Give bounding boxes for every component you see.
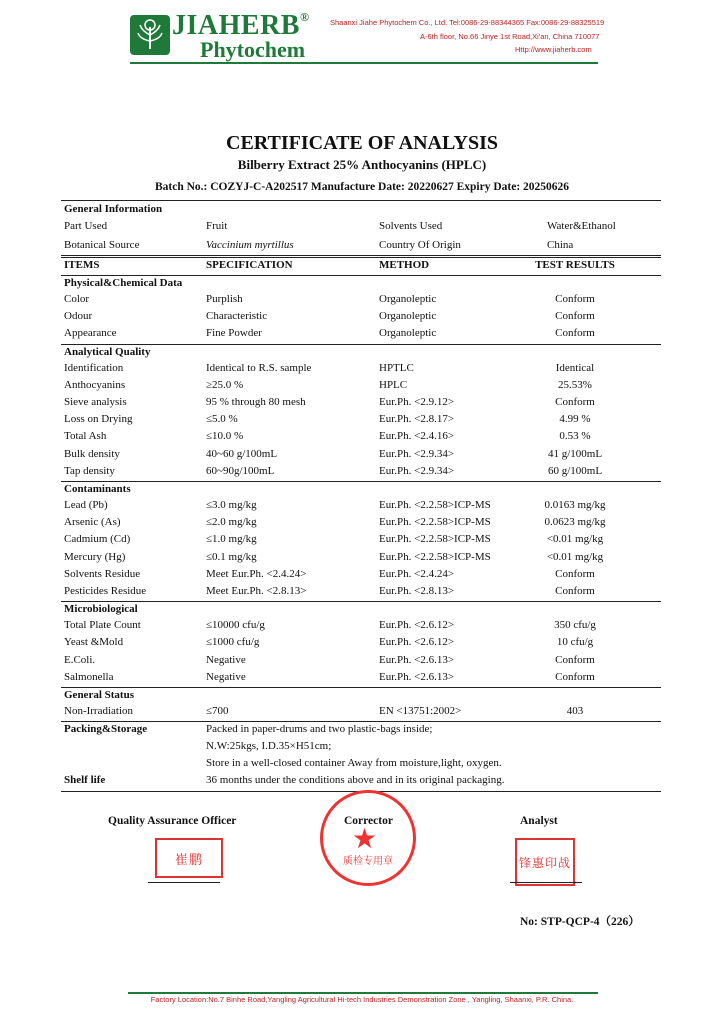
table-row xyxy=(61,327,661,344)
section-row xyxy=(61,483,661,500)
spec-cell: ≥25.0 % xyxy=(206,378,244,391)
spec-cell: ≤10.0 % xyxy=(206,430,244,443)
spec-cell: ≤3.0 mg/kg xyxy=(206,499,257,511)
item-cell: Tap density xyxy=(64,464,115,477)
item-cell: Appearance xyxy=(64,327,117,340)
spec-cell: Characteristic xyxy=(206,310,268,323)
table-row xyxy=(61,705,661,722)
spec-cell: Identical to R.S. sample xyxy=(206,361,312,374)
brand-subtitle: Phytochem xyxy=(200,37,306,62)
result-cell: 0.0163 mg/kg xyxy=(544,499,606,511)
packing-row xyxy=(61,723,661,740)
method-cell: Eur.Ph. <2.4.16> xyxy=(379,430,455,443)
result-cell: 0.0623 mg/kg xyxy=(544,516,606,529)
table-row xyxy=(61,533,661,550)
table-row xyxy=(61,568,661,585)
section-row xyxy=(61,203,661,220)
analyst-signature-line xyxy=(510,882,582,883)
herb-plant-icon xyxy=(130,15,170,55)
result-cell: Identical xyxy=(555,361,595,374)
contact-line-3: Http://www.jiaherb.com xyxy=(515,45,592,54)
item-cell: Cadmium (Cd) xyxy=(64,533,131,546)
item-cell: Pesticides Residue xyxy=(64,585,147,597)
qa-signature-line xyxy=(148,882,220,883)
method-cell: Eur.Ph. <2.6.12> xyxy=(379,619,455,632)
section-heading: General Status xyxy=(64,689,134,701)
item-cell: Total Plate Count xyxy=(64,619,141,632)
item-cell: Non-Irradiation xyxy=(64,705,134,717)
section-heading: General Information xyxy=(64,203,163,215)
table-rule xyxy=(61,200,661,201)
section-heading: Analytical Quality xyxy=(64,345,151,358)
section-row xyxy=(61,689,661,706)
spec-cell: ≤10000 cfu/g xyxy=(206,619,265,632)
method-cell: Eur.Ph. <2.4.24> xyxy=(379,567,455,580)
packing-text: Packed in paper-drums and two plastic-bags inside; xyxy=(206,723,433,736)
field-label: Part Used xyxy=(64,220,108,232)
spec-cell: ≤2.0 mg/kg xyxy=(206,516,257,529)
table-row xyxy=(61,430,661,447)
spec-cell: 60~90g/100mL xyxy=(206,464,275,477)
method-cell: Eur.Ph. <2.2.58>ICP-MS xyxy=(379,550,491,563)
footer-divider xyxy=(128,992,598,994)
result-cell: 4.99 % xyxy=(559,413,591,426)
result-cell: 10 cfu/g xyxy=(556,636,594,649)
field-label: Country Of Origin xyxy=(379,239,461,251)
spec-cell: ≤1.0 mg/kg xyxy=(206,533,257,546)
section-heading: Physical&Chemical Data xyxy=(64,277,183,289)
table-row xyxy=(61,220,661,237)
field-value: Water&Ethanol xyxy=(547,220,616,232)
table-rule xyxy=(61,344,661,345)
spec-cell: ≤700 xyxy=(206,705,229,717)
shelf-life-text: 36 months under the conditions above and in its original packaging. xyxy=(206,774,505,787)
analyst-stamp: 锋惠印战 xyxy=(515,838,575,886)
spec-cell: Meet Eur.Ph. <2.4.24> xyxy=(206,567,307,580)
item-cell: E.Coli. xyxy=(64,653,96,666)
table-row xyxy=(61,413,661,430)
table-rule xyxy=(61,687,661,688)
table-row xyxy=(61,293,661,310)
column-header: SPECIFICATION xyxy=(206,259,293,271)
column-header: ITEMS xyxy=(64,259,100,271)
table-row xyxy=(61,516,661,533)
table-rule xyxy=(61,721,661,722)
result-cell: 41 g/100mL xyxy=(547,447,603,460)
table-row xyxy=(61,465,661,482)
spec-cell: ≤5.0 % xyxy=(206,413,238,426)
item-cell: Mercury (Hg) xyxy=(64,550,126,563)
field-value: Fruit xyxy=(206,220,228,232)
method-cell: EN <13751:2002> xyxy=(379,705,462,717)
item-cell: Identification xyxy=(64,361,124,374)
qa-stamp: 崔鹏 xyxy=(155,838,223,878)
spec-cell: Fine Powder xyxy=(206,327,262,340)
table-row xyxy=(61,310,661,327)
shelf-life-row xyxy=(61,774,661,791)
result-cell: 60 g/100mL xyxy=(547,464,603,477)
packing-text: N.W:25kgs, I.D.35×H51cm; xyxy=(206,740,332,753)
result-cell: Conform xyxy=(555,670,595,683)
item-cell: Anthocyanins xyxy=(64,378,126,391)
shelf-life-label: Shelf life xyxy=(64,774,106,787)
result-cell: Conform xyxy=(555,585,595,597)
header-row xyxy=(61,259,661,276)
item-cell: Lead (Pb) xyxy=(64,499,108,511)
item-cell: Loss on Drying xyxy=(64,413,133,426)
method-cell: HPTLC xyxy=(379,361,414,374)
method-cell: Organoleptic xyxy=(379,310,437,323)
contact-line-1: Shaanxi Jiahe Phytochem Co., Ltd. Tel:0086-29-88344365 Fax:0086-29-88325519 xyxy=(330,18,605,27)
batch-info: Batch No.: COZYJ-C-A202517 Manufacture Date: 20220627 Expiry Date: 20250626 xyxy=(154,181,570,193)
product-subtitle: Bilberry Extract 25% Anthocyanins (HPLC) xyxy=(237,157,487,172)
header-divider xyxy=(130,62,598,64)
table-rule xyxy=(61,601,661,602)
method-cell: Eur.Ph. <2.2.58>ICP-MS xyxy=(379,516,491,529)
method-cell: Eur.Ph. <2.6.12> xyxy=(379,636,455,649)
spec-cell: 95 % through 80 mesh xyxy=(206,396,306,408)
method-cell: Eur.Ph. <2.9.34> xyxy=(379,464,455,477)
table-row xyxy=(61,585,661,602)
table-row xyxy=(61,551,661,568)
table-rule xyxy=(61,275,661,276)
section-row xyxy=(61,277,661,294)
contact-line-2: A-6th floor, No.66 Jinye 1st Road,Xi'an, China 710077 xyxy=(420,32,600,41)
field-value: Vaccinium myrtillus xyxy=(206,239,294,251)
column-header: METHOD xyxy=(379,259,430,271)
result-cell: 25.53% xyxy=(558,378,592,391)
table-row xyxy=(61,239,661,256)
result-cell: 0.53 % xyxy=(559,430,591,443)
document-title: CERTIFICATE OF ANALYSIS xyxy=(226,132,498,154)
table-row xyxy=(61,636,661,653)
section-row xyxy=(61,603,661,620)
result-cell: Conform xyxy=(555,293,595,305)
packing-row xyxy=(61,757,661,774)
table-row xyxy=(61,499,661,516)
column-header: TEST RESULTS xyxy=(535,259,615,271)
spec-cell: Negative xyxy=(206,670,246,683)
method-cell: Eur.Ph. <2.2.58>ICP-MS xyxy=(379,533,491,546)
packing-text: Store in a well-closed container Away from moisture,light, oxygen. xyxy=(206,757,502,770)
seal-star-icon: ★ xyxy=(352,824,378,855)
method-cell: HPLC xyxy=(379,378,408,391)
section-heading: Contaminants xyxy=(64,483,131,495)
item-cell: Yeast &Mold xyxy=(64,636,124,649)
field-value: China xyxy=(547,239,574,251)
table-rule xyxy=(61,257,661,258)
item-cell: Sieve analysis xyxy=(64,396,127,408)
item-cell: Odour xyxy=(64,310,93,323)
method-cell: Eur.Ph. <2.2.58>ICP-MS xyxy=(379,499,491,511)
table-row xyxy=(61,671,661,688)
result-cell: Conform xyxy=(555,310,595,323)
seal-text: 质检专用章 xyxy=(343,856,393,867)
table-row xyxy=(61,448,661,465)
result-cell: Conform xyxy=(555,327,595,340)
table-row xyxy=(61,379,661,396)
document-number: No: STP-QCP-4（226） xyxy=(520,916,640,928)
result-cell: 350 cfu/g xyxy=(554,619,596,632)
method-cell: Eur.Ph. <2.6.13> xyxy=(379,653,455,666)
result-cell: <0.01 mg/kg xyxy=(546,550,604,563)
analyst-label: Analyst xyxy=(520,815,558,827)
packing-label: Packing&Storage xyxy=(64,723,148,736)
spec-cell: Meet Eur.Ph. <2.8.13> xyxy=(206,585,307,597)
item-cell: Arsenic (As) xyxy=(64,516,121,529)
method-cell: Organoleptic xyxy=(379,293,437,305)
table-rule xyxy=(61,255,661,256)
item-cell: Color xyxy=(64,293,90,305)
spec-cell: 40~60 g/100mL xyxy=(206,447,278,460)
table-row xyxy=(61,619,661,636)
table-rule xyxy=(61,481,661,482)
result-cell: <0.01 mg/kg xyxy=(546,533,604,546)
method-cell: Eur.Ph. <2.6.13> xyxy=(379,670,455,683)
method-cell: Eur.Ph. <2.9.12> xyxy=(379,396,455,408)
corrector-label: Corrector xyxy=(344,815,393,827)
result-cell: Conform xyxy=(555,396,595,408)
brand-name: JIAHERB® xyxy=(172,10,310,41)
method-cell: Eur.Ph. <2.9.34> xyxy=(379,447,455,460)
spec-cell: ≤1000 cfu/g xyxy=(206,636,260,649)
field-label: Solvents Used xyxy=(379,220,443,232)
result-cell: Conform xyxy=(555,653,595,666)
table-row xyxy=(61,396,661,413)
item-cell: Solvents Residue xyxy=(64,567,141,580)
qa-officer-label: Quality Assurance Officer xyxy=(108,815,237,827)
item-cell: Salmonella xyxy=(64,670,114,683)
section-row xyxy=(61,346,661,363)
field-label: Botanical Source xyxy=(64,239,140,251)
factory-location: Factory Location:No.7 Binhe Road,Yangling Agricultural Hi-tech Industries Demonstration Zone , Yangling, Shaanxi, P.R. China. xyxy=(150,995,574,1004)
packing-row xyxy=(61,740,661,757)
table-row xyxy=(61,654,661,671)
item-cell: Total Ash xyxy=(64,430,107,443)
result-cell: Conform xyxy=(555,567,595,580)
method-cell: Eur.Ph. <2.8.17> xyxy=(379,413,455,426)
spec-cell: Negative xyxy=(206,653,246,666)
item-cell: Bulk density xyxy=(64,447,120,460)
section-heading: Microbiological xyxy=(64,603,138,616)
method-cell: Eur.Ph. <2.8.13> xyxy=(379,585,455,597)
result-cell: 403 xyxy=(566,705,584,717)
method-cell: Organoleptic xyxy=(379,327,437,340)
table-row xyxy=(61,362,661,379)
spec-cell: ≤0.1 mg/kg xyxy=(206,550,257,563)
spec-cell: Purplish xyxy=(206,293,243,305)
